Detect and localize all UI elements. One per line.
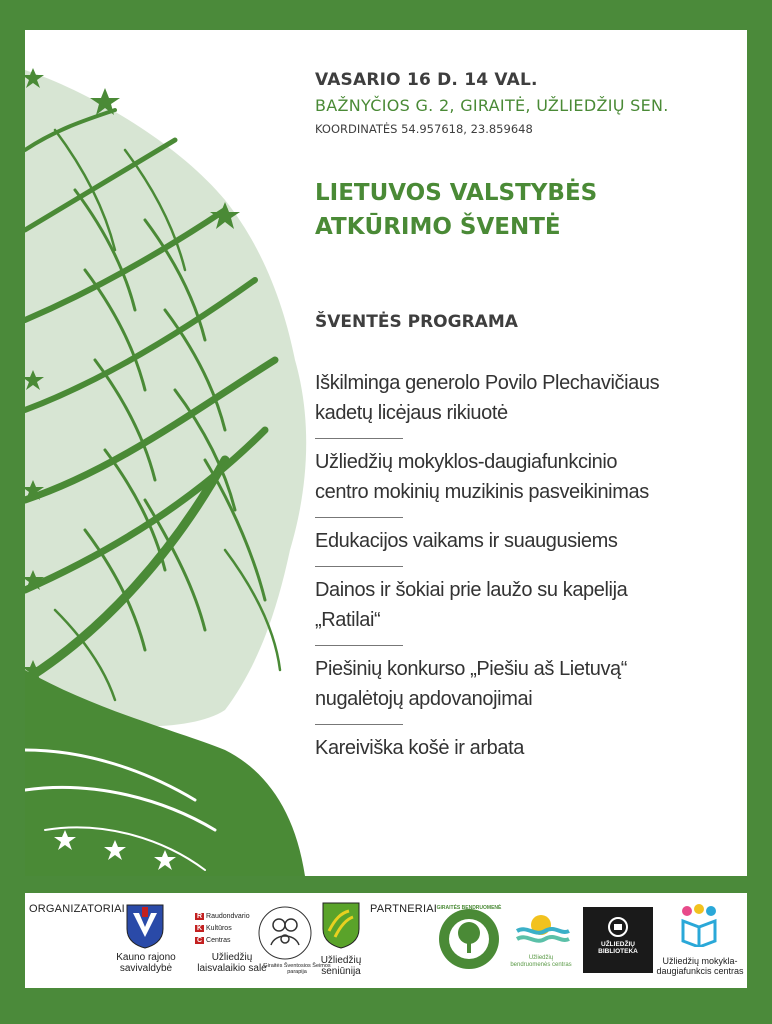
organizer-caption: Užliedžių seniūnija: [320, 955, 362, 977]
program-item: Dainos ir šokiai prie laužo su kapelija „Ratilai“: [315, 579, 628, 631]
program-divider: [315, 645, 403, 646]
program-item: Užliedžių mokyklos-daugiafunkcinio centro mokinių muzikinis pasveikinimas: [315, 451, 649, 503]
parish-caption: Giraitės Šventosios Šeimos parapija: [263, 963, 331, 975]
event-title: [315, 176, 735, 244]
program-heading: ŠVENTĖS PROGRAMA: [315, 312, 518, 332]
parish-logo-icon: [257, 905, 313, 961]
event-address: BAŽNYČIOS G. 2, GIRAITĖ, UŽLIEDŽIŲ SEN.: [315, 96, 669, 115]
program-item: Edukacijos vaikams ir suaugusiems: [315, 530, 618, 552]
organizer-caption: Užliedžių laisvalaikio salė: [197, 952, 267, 974]
sun-waves-icon: [511, 903, 571, 949]
program-divider: [315, 566, 403, 567]
coat-of-arms-icon: [321, 901, 361, 949]
organizers-label: ORGANIZATORIAI: [29, 903, 125, 915]
partner-caption: UŽLIEDŽIŲ BIBLIOTEKA: [598, 941, 638, 955]
sponsors-footer: [25, 893, 747, 988]
event-title-line1: LIETUVOS VALSTYBĖS: [315, 180, 598, 206]
organizer-caption: Kauno rajono savivaldybė: [116, 952, 176, 974]
event-title-line2: ATKŪRIMO ŠVENTĖ: [315, 214, 561, 240]
partner-caption: Užliedžių bendruomenės centras: [510, 955, 572, 968]
culture-centre-logo: R Raudondvario K Kultūros C Centras: [197, 913, 250, 944]
program-item: Kareiviška košė ir arbata: [315, 737, 524, 759]
event-date-time: VASARIO 16 D. 14 VAL.: [315, 70, 538, 90]
poster: [25, 30, 747, 876]
event-coordinates: KOORDINATĖS 54.957618, 23.859648: [315, 122, 533, 136]
program-divider: [315, 438, 403, 439]
tree-logo-icon: [437, 907, 501, 971]
program-divider: [315, 724, 403, 725]
program-item: Piešinių konkurso „Piešiu aš Lietuvą“ nugalėtojų apdovanojimai: [315, 658, 628, 710]
book-people-icon: [677, 903, 721, 947]
partner-caption: Užliedžių mokykla- daugiafunkcis centras: [656, 956, 744, 976]
program-divider: [315, 517, 403, 518]
tree-illustration: [25, 30, 325, 876]
program-list: [315, 368, 735, 763]
program-item: Iškilminga generolo Povilo Plechavičiaus kadetų licėjaus rikiuotė: [315, 372, 660, 424]
partner-caption: GIRAITĖS BENDRUOMENĖ: [436, 905, 502, 911]
partners-label: PARTNERIAI: [370, 903, 437, 915]
book-pin-icon: [583, 907, 653, 973]
event-info: [315, 70, 735, 763]
coat-of-arms-icon: [125, 903, 165, 949]
